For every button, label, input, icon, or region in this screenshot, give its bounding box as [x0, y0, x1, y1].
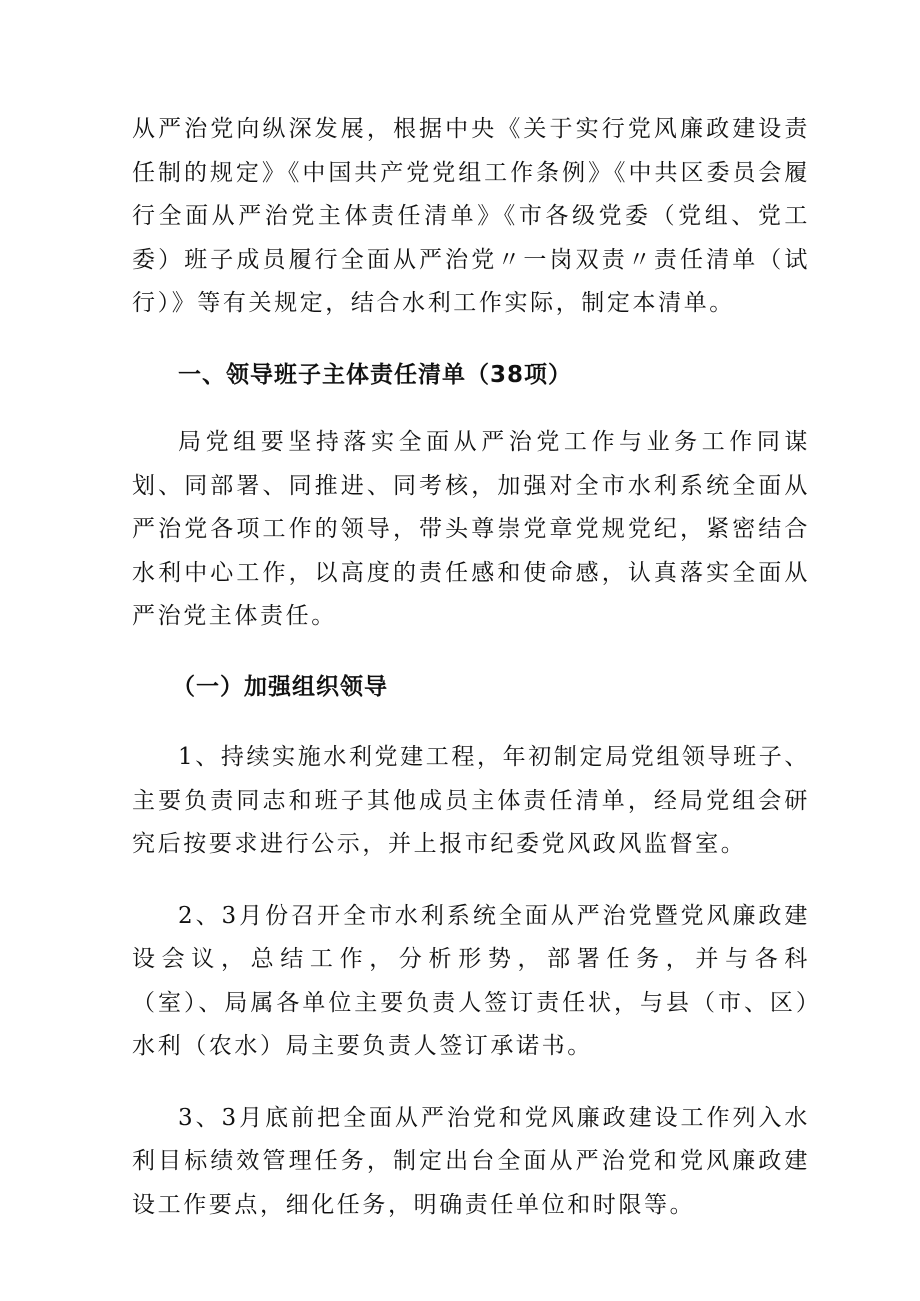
list-item: 2、3月份召开全市水利系统全面从严治党暨党风廉政建设会议，总结工作，分析形势，部署任务，并与各科（室）、局属各单位主要负责人签订责任状，与县（市、区）水利（农水）局主要负责人签订承诺书。: [132, 902, 810, 1059]
section-intro-paragraph: 局党组要坚持落实全面从严治党工作与业务工作同谋划、同部署、同推进、同考核，加强对全市水利系统全面从严治党各项工作的领导，带头尊崇党章党规党纪，紧密结合水利中心工作，以高度的责任感和使命感，认真落实全面从严治党主体责任。: [132, 429, 810, 629]
list-item: 3、3月底前把全面从严治党和党风廉政建设工作列入水利目标绩效管理任务，制定出台全面从严治党和党风廉政建设工作要点，细化任务，明确责任单位和时限等。: [132, 1104, 810, 1218]
intro-paragraph: 从严治党向纵深发展，根据中央《关于实行党风廉政建设责任制的规定》《中国共产党党组工作条例》《中共区委员会履行全面从严治党主体责任清单》《市各级党委（党组、党工委）班子成员履行全面从严治党〃一岗双责〃责任清单（试行）》等有关规定，结合水利工作实际，制定本清单。: [132, 116, 810, 316]
section-heading: 一、领导班子主体责任清单（38项）: [178, 361, 573, 388]
subsection-heading: （一）加强组织领导: [172, 672, 388, 700]
list-item: 1、持续实施水利党建工程，年初制定局党组领导班子、主要负责同志和班子其他成员主体责任清单，经局党组会研究后按要求进行公示，并上报市纪委党风政风监督室。: [132, 744, 810, 857]
